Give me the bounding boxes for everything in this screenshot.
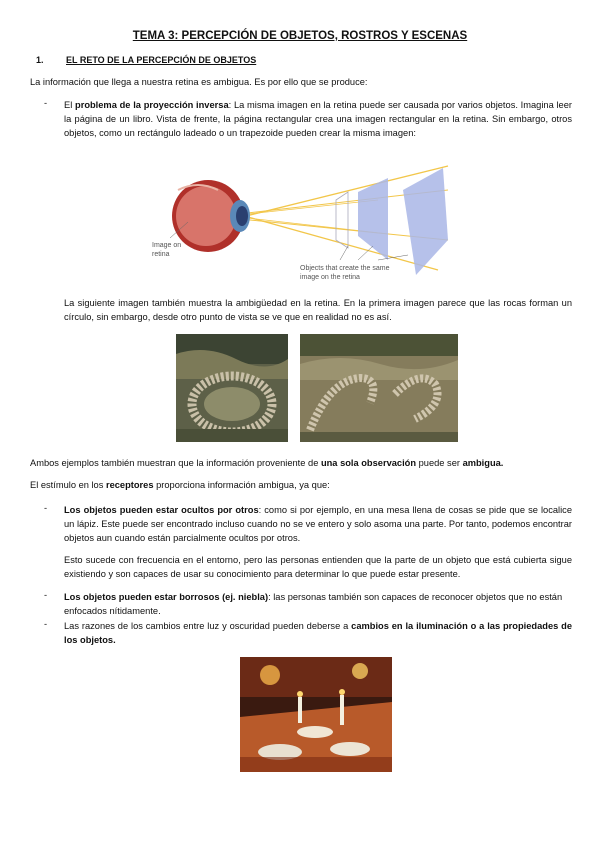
intro-paragraph: La información que llega a nuestra retina es ambigua. Es por ello que se produce: — [30, 77, 368, 87]
bold-term: Los objetos pueden estar borrosos (ej. niebla) — [64, 592, 269, 602]
stimulus-paragraph: El estímulo en los receptores proporciona información ambigua, ya que: — [30, 480, 330, 490]
bullet-dash: - — [44, 98, 48, 108]
bold-term: problema de la proyección inversa — [75, 100, 229, 110]
bold-term: una sola observación — [320, 458, 417, 468]
bullet-inverse-projection: El problema de la proyección inversa: La misma imagen en la retina puede ser causada por varios objetos. Imagina leer la página de un libro. Vista de frente, la página rectangular crea una imagen rectangular en la retina. Sin embargo, otros objetos, como un rectángulo ladeado o un trapezoide pueden crear la misma imagen: — [64, 100, 572, 138]
section-number: 1. — [36, 55, 44, 65]
inverse-projection-figure — [148, 160, 468, 285]
bold-term: receptores — [105, 480, 154, 490]
retina-label-line1: Image on — [152, 242, 182, 249]
conclusion-paragraph: Ambos ejemplos también muestran que la información proveniente de una sola observación puede ser ambigua. — [30, 458, 504, 468]
tilted-rectangle — [358, 178, 388, 260]
bullet-dash: - — [44, 503, 48, 513]
bold-term: Los objetos pueden estar ocultos por otros — [64, 505, 259, 515]
section-heading — [36, 55, 256, 65]
rock-circle-photo-front — [176, 334, 288, 442]
trapezoid-object — [403, 168, 448, 275]
bullet-blurry-objects: Los objetos pueden estar borrosos (ej. niebla): las personas también son capaces de reconocer objetos que no están enfocados nítidamente. — [64, 592, 563, 616]
objects-label-line1: Objects that create the same — [300, 265, 390, 272]
bold-term: cambios en la iluminación o a las propiedades de los objetos. — [64, 621, 572, 645]
bullet-dash: - — [44, 619, 48, 629]
bold-term: ambigua. — [462, 458, 504, 468]
eye-icon — [172, 180, 250, 252]
figure-explanation: La siguiente imagen también muestra la ambigüedad en la retina. En la primera imagen parece que las rocas forman un círculo, sin embargo, desde otro punto de vista se ve que en realidad no es así. — [64, 298, 572, 322]
objects-label-line2: image on the retina — [300, 274, 360, 281]
bullet-hidden-objects: Los objetos pueden estar ocultos por otros: como si por ejemplo, en una mesa llena de cosas se pide que se localice un lápiz. Este puede ser encontrado incluso cuando no se ve entero y solo asoma una parte. Por tanto, podemos encontrar objetos aun cuando están parcialmente ocultos por otros. — [64, 505, 572, 543]
rock-circle-photo-side — [300, 334, 458, 442]
dinner-table-photo — [240, 657, 392, 772]
retina-label-line2: retina — [152, 251, 170, 258]
bullet-dash: - — [44, 590, 48, 600]
page-title: TEMA 3: PERCEPCIÓN DE OBJETOS, ROSTROS Y ESCENAS — [132, 30, 468, 42]
bullet-hidden-objects-para2: Esto sucede con frecuencia en el entorno, pero las personas entienden que la parte de un objeto que está cubierta sigue existiendo y son capaces de usar su conocimiento para determinar lo que puede estar presente. — [64, 555, 572, 579]
section-label: EL RETO DE LA PERCEPCIÓN DE OBJETOS — [66, 55, 257, 65]
bullet-lighting: Las razones de los cambios entre luz y oscuridad pueden deberse a cambios en la iluminación o a las propiedades de los objetos. — [64, 621, 572, 645]
small-object-outline — [336, 192, 348, 248]
